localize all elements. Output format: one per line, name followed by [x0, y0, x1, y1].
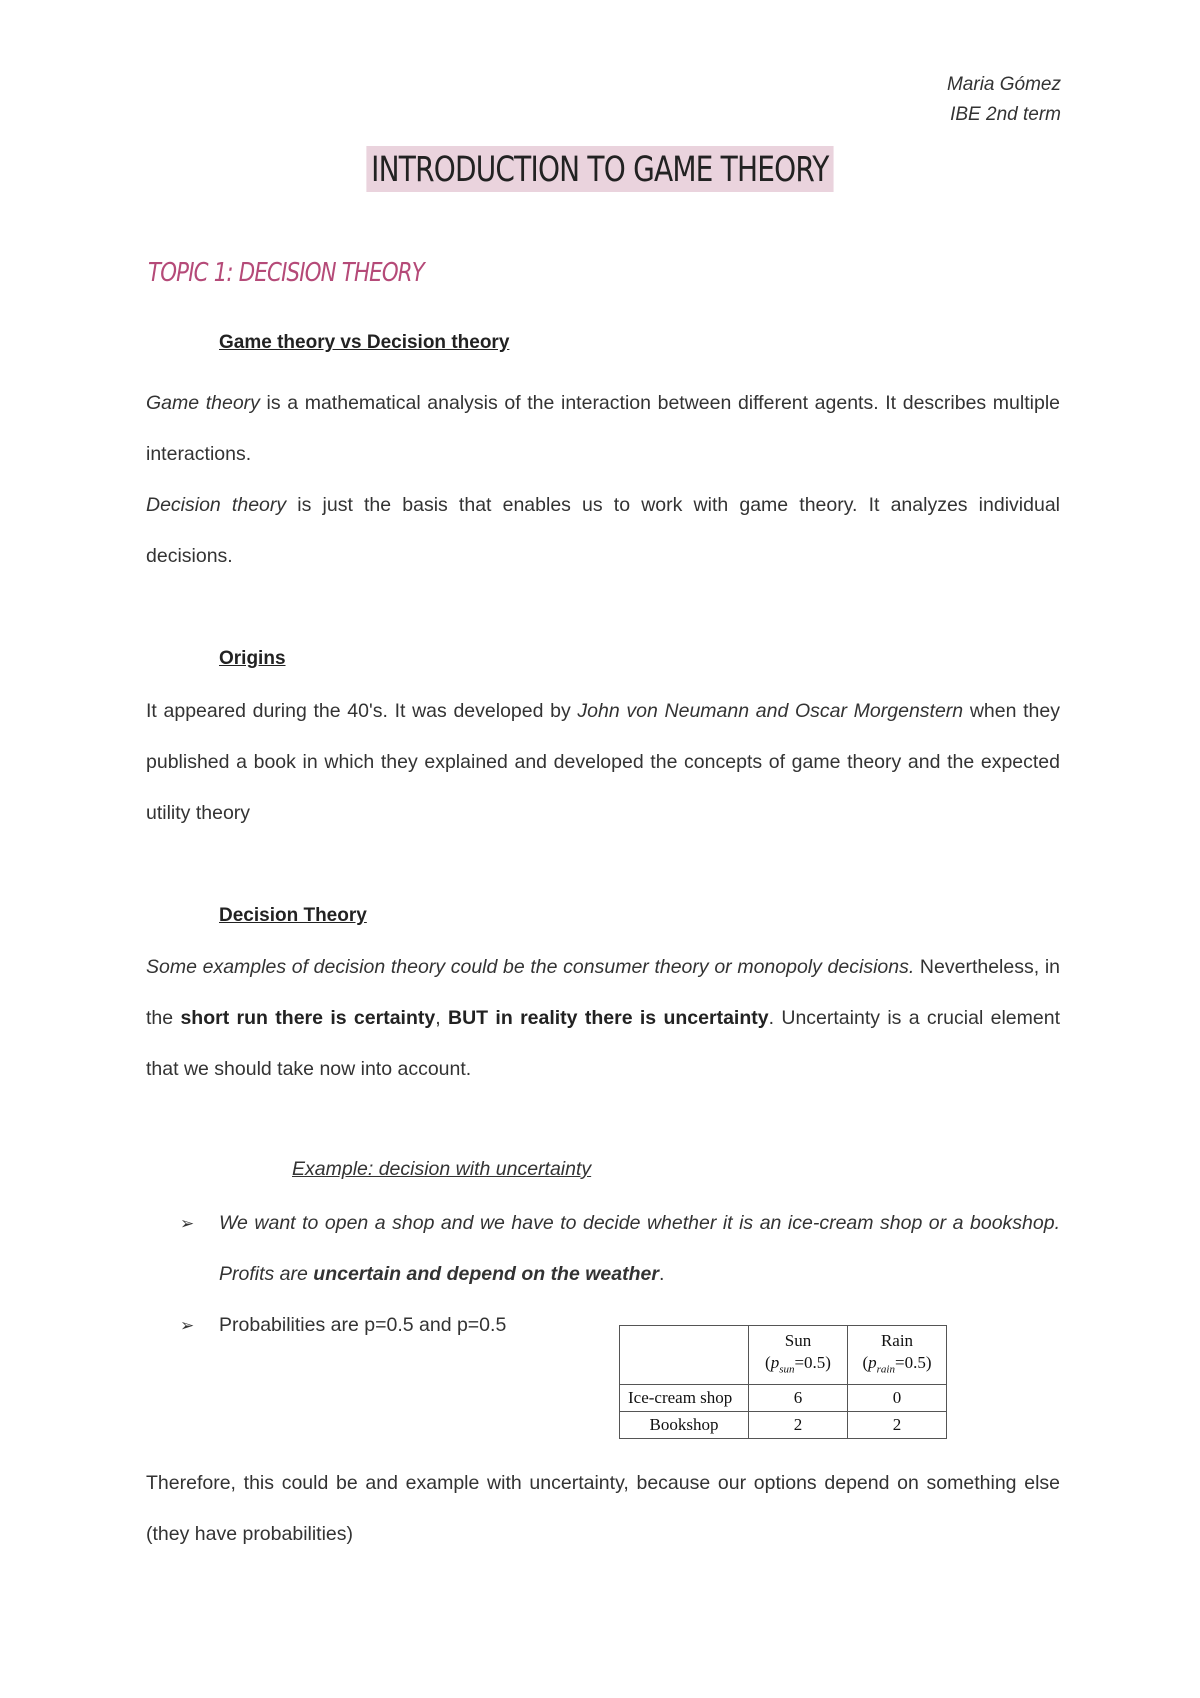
- game-theory-definition: is a mathematical analysis of the interaction between different agents. It describes multiple interactions.: [146, 392, 1060, 465]
- bullet-shop-text: We want to open a shop and we have to decide whether it is an ice-cream shop or a bookshop. Profits are: [219, 1212, 1060, 1285]
- rain-title: Rain: [880, 1331, 914, 1350]
- cell-rain: 2: [848, 1412, 947, 1439]
- bullet-text-probabilities: Probabilities are p=0.5 and p=0.5: [219, 1314, 507, 1336]
- bullet-shop-end: .: [658, 1263, 665, 1285]
- rain-probability: [856, 1352, 938, 1380]
- table-row: [620, 1412, 947, 1439]
- bullet-item-shop: [180, 1198, 1060, 1300]
- decision-text-c: . Uncertainty is a crucial element that we should take now into account.: [146, 1007, 1060, 1080]
- paragraph-conclusion: Therefore, this could be and example with uncertainty, because our options depend on something else (they have probabilities): [146, 1472, 1060, 1545]
- sun-prob-value: =0.5): [794, 1353, 831, 1372]
- p-symbol: p: [868, 1353, 877, 1372]
- paragraph-decision-theory-examples: [146, 942, 1060, 1095]
- origins-authors: John von Neumann and Oscar Morgenstern: [577, 700, 964, 722]
- row-label: Bookshop: [620, 1412, 749, 1439]
- decision-examples-sentence: Some examples of decision theory could be the consumer theory or monopoly decisions.: [146, 956, 915, 978]
- bold-reality-uncertainty: BUT in reality there is uncertainty: [447, 1007, 769, 1029]
- bullet-text-shop: [219, 1198, 1060, 1300]
- paragraph-game-theory: [146, 378, 1060, 480]
- rain-subscript: rain: [876, 1363, 895, 1376]
- bold-uncertain-weather: uncertain and depend on the weather: [313, 1263, 659, 1285]
- arrowhead-bullet-icon: ➢: [180, 1316, 195, 1335]
- payoff-table: [619, 1325, 947, 1439]
- rain-prob-value: =0.5): [895, 1353, 932, 1372]
- table-corner-cell: [620, 1326, 749, 1385]
- course-label: IBE 2nd term: [950, 104, 1061, 125]
- row-label: Ice-cream shop: [620, 1385, 749, 1412]
- decision-theory-definition: is just the basis that enables us to work with game theory. It analyzes individual decisions.: [146, 494, 1060, 567]
- origins-text-a: It appeared during the 40's. It was developed by: [146, 700, 578, 722]
- section-heading-origins: Origins: [219, 648, 286, 669]
- document-title-wrapper: [0, 146, 1200, 192]
- example-heading: Example: decision with uncertainty: [292, 1158, 592, 1180]
- open-paren: (: [765, 1353, 771, 1372]
- decision-text-a: Nevertheless, in the: [146, 956, 1060, 1029]
- cell-sun: 2: [749, 1412, 848, 1439]
- table-header-sun: [749, 1326, 848, 1385]
- cell-rain: 0: [848, 1385, 947, 1412]
- sun-subscript: sun: [779, 1363, 795, 1376]
- paragraph-origins: [146, 686, 1060, 839]
- decision-text-b: ,: [435, 1007, 448, 1029]
- topic-heading: TOPIC 1: DECISION THEORY: [148, 258, 424, 288]
- p-symbol: p: [770, 1353, 780, 1372]
- sun-probability: [757, 1352, 839, 1380]
- arrowhead-bullet-icon: ➢: [180, 1214, 195, 1233]
- term-game-theory: Game theory: [146, 392, 260, 414]
- bold-short-run-certainty: short run there is certainty: [180, 1007, 436, 1029]
- table-header-row: [620, 1326, 947, 1385]
- open-paren: (: [862, 1353, 869, 1372]
- section-heading-decision-theory: Decision Theory: [219, 905, 367, 926]
- paragraph-decision-theory: [146, 480, 1060, 582]
- section-heading-game-vs-decision: Game theory vs Decision theory: [219, 332, 510, 353]
- origins-text-b: when they published a book in which they explained and developed the concepts of game theory and the expected utility theory: [146, 700, 1060, 824]
- cell-sun: 6: [749, 1385, 848, 1412]
- table-header-rain: [848, 1326, 947, 1385]
- table-row: [620, 1385, 947, 1412]
- author-name: Maria Gómez: [946, 74, 1061, 95]
- term-decision-theory: Decision theory: [146, 494, 287, 516]
- document-title: INTRODUCTION TO GAME THEORY: [367, 146, 834, 192]
- bullet-shop-italic: [219, 1212, 1060, 1285]
- sun-title: Sun: [784, 1331, 812, 1350]
